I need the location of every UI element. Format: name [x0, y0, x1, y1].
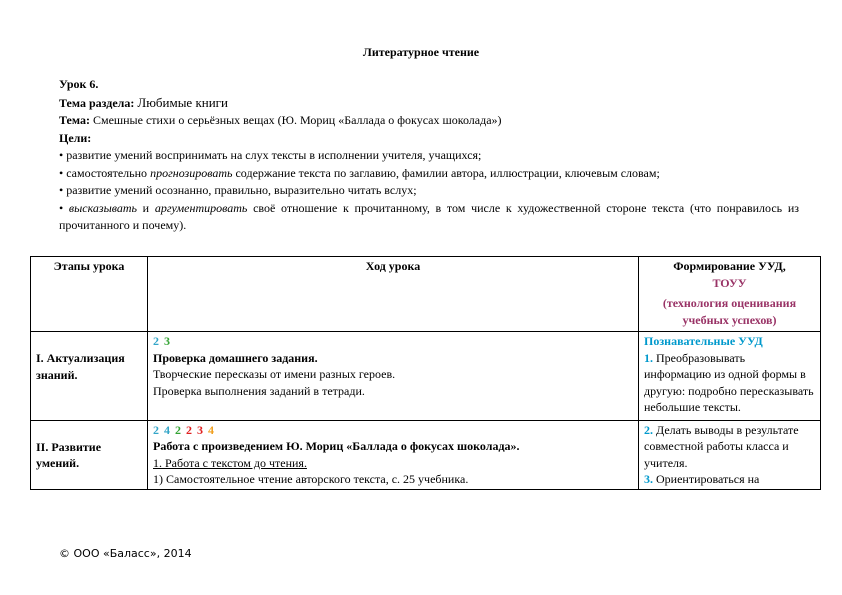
- course-cell-2: [148, 420, 639, 489]
- criteria-number: 2: [153, 422, 159, 437]
- goal-2-em: прогнозировать: [150, 165, 233, 180]
- goal-4-pre: •: [59, 200, 69, 215]
- table-row: [31, 332, 821, 421]
- uud-item-2: [644, 422, 815, 472]
- goal-1: • развитие умений воспринимать на слух тексты в исполнении учителя, учащихся;: [59, 148, 482, 162]
- uud-cell-1: [639, 332, 821, 421]
- uud-item-text: Делать выводы в результате совместной работы класса и учителя.: [644, 422, 799, 470]
- goal-4: [59, 200, 799, 235]
- criteria-number: 2: [175, 422, 181, 437]
- section-label: Тема раздела:: [59, 95, 135, 110]
- header-uud-line1: Формирование УУД,: [673, 259, 786, 273]
- goal-3: • развитие умений осознанно, правильно, выразительно читать вслух;: [59, 183, 417, 197]
- uud-item-text: Ориентироваться на: [653, 472, 760, 486]
- criteria-numbers-2: [153, 422, 633, 439]
- copyright-footer: © ООО «Баласс», 2014: [59, 547, 192, 560]
- course-text-2b: 1) Самостоятельное чтение авторского текста, с. 25 учебника.: [153, 472, 469, 486]
- criteria-number: 4: [164, 422, 170, 437]
- table-row: [31, 420, 821, 489]
- course-text-2a: 1. Работа с текстом до чтения.: [153, 455, 307, 470]
- topic-label: Тема:: [59, 113, 90, 127]
- uud-item-text: Преобразовывать информацию из одной формы в другую: подробно пересказывать небольшие тексты.: [644, 350, 814, 414]
- criteria-number: 3: [197, 422, 203, 437]
- topic-value: Смешные стихи о серьёзных вещах (Ю. Мориц «Баллада о фокусах шоколада»): [92, 113, 502, 127]
- criteria-number: 3: [164, 334, 170, 348]
- criteria-number: 2: [153, 334, 159, 348]
- header-uud-line3: (технология оценивания учебных успехов): [662, 296, 797, 327]
- goal-2-pre: • самостоятельно: [59, 165, 151, 180]
- uud-title: Познавательные УУД: [644, 334, 763, 348]
- header-uud-line2: ТОУУ: [712, 275, 747, 290]
- document-title: Литературное чтение: [362, 45, 480, 59]
- goals-label: Цели:: [59, 130, 92, 145]
- uud-item-3: [644, 471, 815, 488]
- lesson-intro: [59, 76, 799, 235]
- criteria-number: 4: [208, 422, 214, 437]
- uud-item-number: 3.: [644, 472, 653, 486]
- uud-item-number: 1.: [644, 350, 653, 365]
- goal-4-post: своё отношение к прочитанному, в том числе к художественной стороне текста (что понравилось из прочитанного и почему).: [59, 200, 800, 232]
- lesson-table: [30, 256, 821, 490]
- header-uud: [639, 257, 821, 332]
- course-cell-1: [148, 332, 639, 421]
- header-course: Ход урока: [148, 257, 639, 332]
- criteria-numbers-1: [153, 333, 633, 350]
- course-heading-1: Проверка домашнего задания.: [153, 350, 318, 365]
- course-text-1a: Творческие пересказы от имени разных героев.: [153, 367, 396, 381]
- goal-4-em1: высказывать: [68, 200, 137, 215]
- goal-2-post: содержание текста по заглавию, фамилии автора, иллюстрации, ключевым словам;: [232, 165, 660, 180]
- uud-cell-2: [639, 420, 821, 489]
- course-text-1b: Проверка выполнения заданий в тетради.: [153, 383, 365, 398]
- section-value: Любимые книги: [137, 94, 228, 110]
- stage-cell-1: I. Актуализация знаний.: [31, 332, 148, 421]
- criteria-number: 2: [186, 422, 192, 437]
- uud-item-number: 2.: [644, 422, 653, 437]
- lesson-number: Урок 6.: [59, 77, 99, 91]
- course-heading-2: Работа с произведением Ю. Мориц «Баллада о фокусах шоколада».: [153, 439, 520, 453]
- goal-4-mid: и: [136, 200, 155, 215]
- goal-2: [59, 165, 799, 183]
- stage-cell-2: II. Развитие умений.: [31, 420, 148, 489]
- table-header-row: [31, 257, 821, 332]
- header-stage: Этапы урока: [31, 257, 148, 332]
- goal-4-em2: аргументировать: [154, 200, 248, 215]
- uud-item-1: [644, 350, 815, 416]
